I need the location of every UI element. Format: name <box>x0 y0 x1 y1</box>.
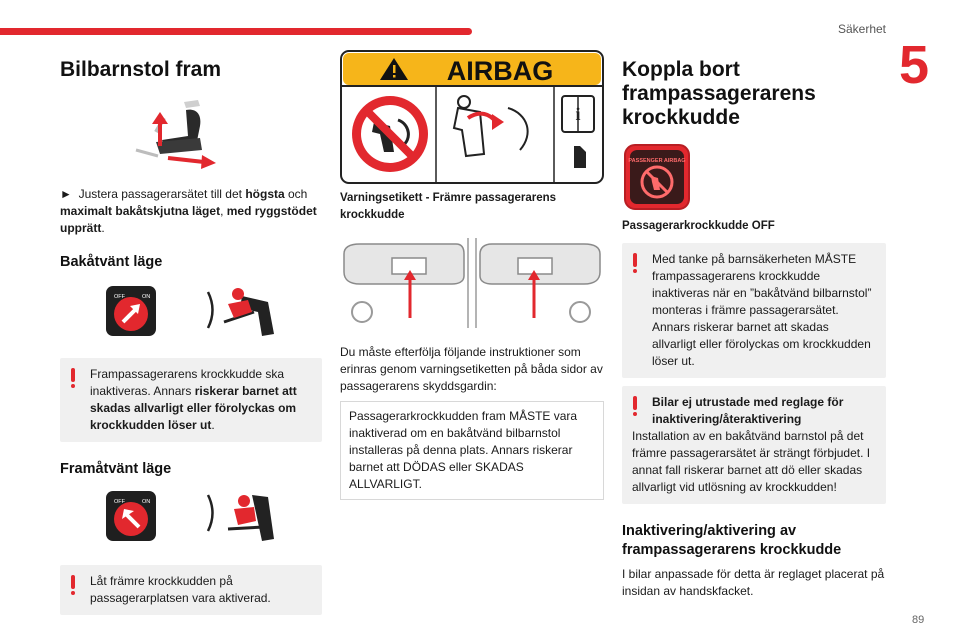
intro-text: och <box>284 187 308 201</box>
warning-icon <box>633 396 638 416</box>
top-accent-bar <box>0 28 472 35</box>
intro-text: , <box>220 204 227 218</box>
switch-off-label: OFF <box>114 294 125 300</box>
indicator-text: PASSENGER AIRBAG <box>628 158 686 164</box>
forward-facing-heading: Framåtvänt läge <box>60 461 172 477</box>
warning-icon <box>633 253 638 273</box>
forward-facing-figure <box>60 487 322 551</box>
child-safety-warning <box>622 243 886 378</box>
warning-text: Låt främre krockkudden på passagerarplatsen vara aktiverad. <box>90 574 271 605</box>
intro-text: Justera passagerarsätet till det <box>78 187 246 201</box>
column-deactivate-airbag <box>622 50 886 600</box>
chapter-number: 5 <box>899 35 930 95</box>
column-airbag-label <box>340 50 604 500</box>
passenger-airbag-off-indicator <box>624 144 690 210</box>
column-child-seat <box>60 50 322 615</box>
label-caption: Varningsetikett - Främre passagerarens krockkudde <box>340 192 557 221</box>
deactivation-paragraph: I bilar anpassade för detta är reglaget placerat på insidan av handskfacket. <box>622 567 885 598</box>
intro-paragraph <box>60 186 322 237</box>
rear-facing-figure <box>60 280 322 344</box>
deactivation-heading: Inaktivering/aktivering av frampassagerarens krockkudde <box>622 523 842 558</box>
intro-text: . <box>101 221 105 235</box>
indicator-caption: Passagerarkrockkudde OFF <box>622 220 775 232</box>
warning-label-text-box: Passagerarkrockkudden fram MÅSTE vara inaktiverad om en bakåtvänd bilbarnstol installeras på denna plats. Annars riskerar barnet att DÖDAS eller SKADAS ALLVARLIGT. <box>340 401 604 500</box>
warning-title: Bilar ej utrustade med reglage för inaktivering/återaktivering <box>652 395 844 426</box>
warning-icon <box>71 575 76 595</box>
bullet-arrow-icon: ► <box>60 187 72 201</box>
deactivate-title: Koppla bort frampassagerarens krockkudde <box>622 58 816 129</box>
intro-bold: maximalt bakåtskjutna läget <box>60 204 221 218</box>
warning-icon <box>71 368 76 388</box>
info-i-icon: i <box>575 104 581 124</box>
rear-facing-heading: Bakåtvänt läge <box>60 254 163 270</box>
rear-facing-warning <box>60 358 322 442</box>
seat-adjust-illustration <box>116 96 236 172</box>
airbag-switch-off-image <box>106 286 156 336</box>
airbag-warning-label-image <box>340 50 604 184</box>
rear-facing-seat-icon <box>204 282 284 342</box>
warning-text: Installation av en bakåtvänd barnstol på det främre passagerarsätet är strängt förbjudet. I annat fall riskerar barnet att dö eller skadas allvarligt vid utlösning av krockkudden! <box>632 429 871 494</box>
warning-text: . <box>211 418 215 432</box>
switch-on-label: ON <box>142 499 151 505</box>
forward-facing-seat-icon <box>204 487 284 547</box>
no-switch-warning <box>622 386 886 504</box>
instructions-paragraph: Du måste efterfölja följande instruktioner som erinras genom varningsetiketten på båda sidor av passagerarens skyddsgardin: <box>340 345 603 393</box>
page-title: Bilbarnstol fram <box>60 58 222 81</box>
page-number: 89 <box>912 614 925 626</box>
warning-text: Med tanke på barnsäkerheten MÅSTE frampassagerarens krockkudde inaktiveras när en ”bakåtvänd bilbarnstol” monteras i främre passagerarsätet. Annars riskerar barnet att skadas allvarligt eller förolyckas om krockkudden löser ut. <box>652 252 872 368</box>
airbag-banner-text: AIRBAG <box>446 56 554 86</box>
forward-facing-warning <box>60 565 322 615</box>
section-title: Säkerhet <box>837 22 886 36</box>
intro-bold: högsta <box>245 187 285 201</box>
warning-text: Frampassagerarens krockkudde ska inaktiveras. Annars <box>90 367 285 398</box>
sun-visor-labels-image <box>340 236 604 330</box>
intro-bold: med ryggstödet upprätt <box>60 204 317 235</box>
switch-off-label: OFF <box>114 499 125 505</box>
warning-bold-text: riskerar barnet att skadas allvarligt eller förolyckas om krockkudden löser ut <box>90 384 297 432</box>
airbag-switch-on-image <box>106 491 156 541</box>
switch-on-label: ON <box>142 294 151 300</box>
